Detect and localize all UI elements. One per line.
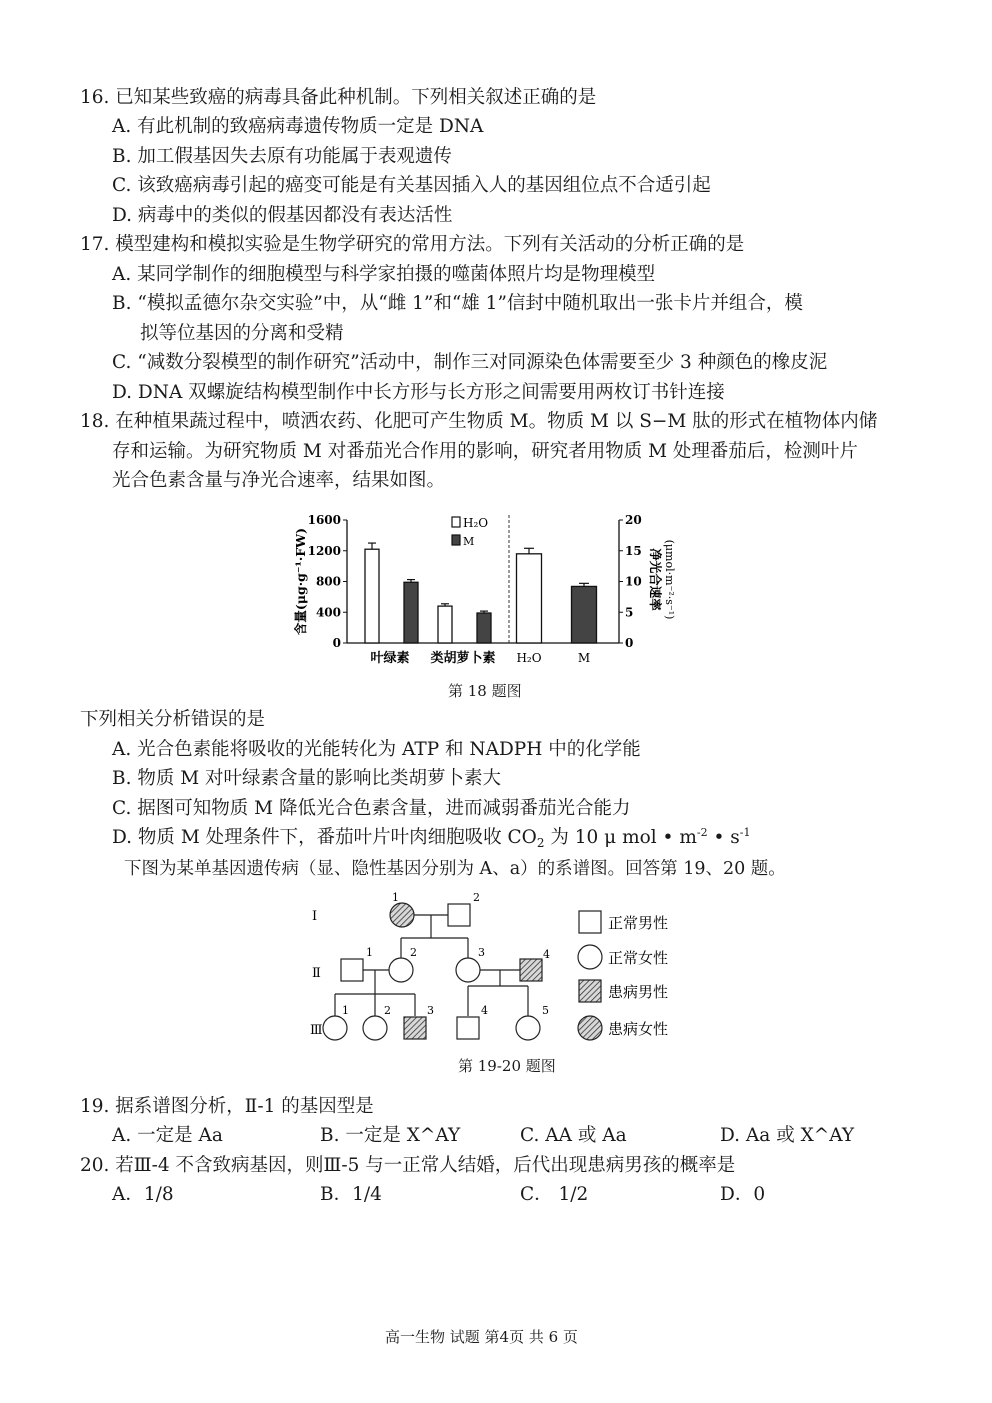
right-y-tick-label: 0 — [625, 636, 634, 650]
left-y-axis-label: 含量(μg·g⁻¹·FW) — [293, 527, 308, 636]
legend-label-normal-male: 正常男性 — [608, 914, 669, 932]
left-y-tick-label: 1600 — [307, 513, 341, 527]
individual-III-5 — [516, 1016, 540, 1040]
q19-options — [0, 1124, 992, 1148]
pedigree-number: 5 — [542, 1004, 549, 1017]
q16-stem: 16. 已知某些致癌的病毒具备此种机制。下列相关叙述正确的是 — [80, 87, 597, 108]
legend-label-h2o: H₂O — [463, 516, 489, 530]
q19-option-a: A. 一定是 Aa — [112, 1125, 223, 1146]
generation-label: Ⅱ — [312, 966, 321, 981]
bar-h2o — [365, 549, 379, 643]
q18-option-c: C. 据图可知物质 M 降低光合色素含量，进而减弱番茄光合能力 — [112, 798, 631, 819]
legend-affected-male — [579, 980, 601, 1002]
pedigree-caption: 第 19-20 题图 — [458, 1057, 556, 1075]
generation-label: Ⅲ — [310, 1023, 323, 1038]
q19-option-c: C. AA 或 Aa — [520, 1125, 627, 1146]
q18-figure-caption: 第 18 题图 — [448, 682, 522, 700]
individual-III-2 — [363, 1016, 387, 1040]
bar-rate-m — [572, 586, 597, 643]
left-y-tick-label: 400 — [315, 605, 341, 620]
q17-stem: 17. 模型建构和模拟实验是生物学研究的常用方法。下列有关活动的分析正确的是 — [80, 234, 745, 255]
right-y-tick-label: 20 — [625, 513, 642, 527]
individual-II-3 — [456, 958, 480, 982]
pedigree-number: 2 — [384, 1004, 391, 1017]
left-y-tick-label: 800 — [315, 574, 341, 589]
bar-rate-h2o — [517, 554, 542, 643]
page-footer: 高一生物 试题 第4页 共 6 页 — [385, 1328, 578, 1346]
individual-II-1 — [341, 959, 363, 981]
q16-option-a: A. 有此机制的致癌病毒遗传物质一定是 DNA — [112, 116, 484, 137]
individual-I-2 — [448, 904, 470, 926]
pedigree-number: 1 — [342, 1004, 349, 1017]
q20-stem: 20. 若Ⅲ-4 不含致病基因，则Ⅲ-5 与一正常人结婚，后代出现患病男孩的概率是 — [80, 1155, 736, 1176]
q18-chart — [282, 505, 702, 675]
q17-option-b: B. “模拟孟德尔杂交实验”中，从“雌 1”和“雄 1”信封中随机取出一张卡片并组合，模 — [112, 293, 803, 314]
individual-I-1 — [390, 903, 414, 927]
bar-h2o — [438, 606, 452, 643]
legend-swatch-m — [452, 535, 460, 545]
pedigree-number: 4 — [543, 948, 550, 961]
q19-stem: 19. 据系谱图分析，Ⅱ-1 的基因型是 — [80, 1096, 374, 1117]
q20-option-b: B．1/4 — [320, 1184, 382, 1205]
left-y-tick-label: 0 — [332, 636, 341, 650]
q20-option-c: C． 1/2 — [520, 1184, 589, 1205]
x-category-label: H₂O — [516, 651, 542, 665]
q18-option-d: D. 物质 M 处理条件下，番茄叶片叶肉细胞吸收 $CO_2$ 为 10 μ mol • $m^{-2}$ • $s^{-1}$ — [112, 826, 751, 850]
individual-II-4 — [520, 959, 542, 981]
individual-III-4 — [457, 1017, 479, 1039]
bar-m — [404, 582, 418, 643]
q16-option-b: B. 加工假基因失去原有功能属于表观遗传 — [112, 146, 452, 167]
pedigree-number: 1 — [392, 891, 399, 904]
legend-normal-female — [578, 945, 602, 969]
pedigree-number: 2 — [473, 891, 480, 904]
pedigree-number: 2 — [410, 946, 417, 959]
q20-options — [0, 1183, 992, 1207]
q16-option-c: C. 该致癌病毒引起的癌变可能是有关基因插入人的基因组位点不合适引起 — [112, 175, 711, 196]
q16-option-d: D. 病毒中的类似的假基因都没有表达活性 — [112, 205, 453, 226]
q17-option-a: A. 某同学制作的细胞模型与科学家拍摄的噬菌体照片均是物理模型 — [112, 264, 656, 285]
q19-option-d: D. Aa 或 X^AY — [720, 1125, 855, 1146]
pedigree-number: 4 — [481, 1004, 488, 1017]
right-y-tick-label: 5 — [625, 605, 634, 620]
q17-option-c: C. “减数分裂模型的制作研究”活动中，制作三对同源染色体需要至少 3 种颜色的橡皮泥 — [112, 352, 828, 373]
q17-option-b-cont: 拟等位基因的分离和受精 — [140, 323, 344, 344]
pedigree-number: 3 — [427, 1004, 434, 1017]
bar-m — [477, 613, 491, 643]
x-category-label: 类胡萝卜素 — [430, 651, 496, 666]
right-y-axis-unit: (μmol·m⁻²·s⁻¹) — [663, 539, 676, 620]
x-category-label: M — [577, 651, 591, 665]
legend-label-affected-female: 患病女性 — [608, 1020, 669, 1038]
individual-III-1 — [323, 1016, 347, 1040]
legend-label-normal-female: 正常女性 — [608, 949, 669, 967]
q18-stem-line1: 18. 在种植果蔬过程中，喷洒农药、化肥可产生物质 M。物质 M 以 S−M 肽的形式在植物体内储 — [80, 411, 878, 432]
legend-label-m: M — [463, 535, 475, 548]
pedigree-diagram — [300, 890, 720, 1050]
q19-option-b: B. 一定是 X^AY — [320, 1125, 461, 1146]
pedigree-number: 3 — [478, 946, 485, 959]
q17-option-d: D. DNA 双螺旋结构模型制作中长方形与长方形之间需要用两枚订书针连接 — [112, 382, 725, 403]
pedigree-intro: 下图为某单基因遗传病（显、隐性基因分别为 A、a）的系谱图。回答第 19、20 题。 — [124, 859, 786, 879]
right-y-tick-label: 10 — [625, 574, 642, 589]
legend-swatch-h2o — [452, 517, 460, 527]
individual-III-3 — [404, 1017, 426, 1039]
q20-option-d: D．0 — [720, 1184, 766, 1205]
right-y-tick-label: 15 — [625, 543, 642, 558]
right-y-axis-label: 净光合速率 — [648, 548, 663, 611]
legend-label-affected-male: 患病男性 — [608, 983, 669, 1001]
q20-option-a: A．1/8 — [112, 1184, 174, 1205]
q18-option-a: A. 光合色素能将吸收的光能转化为 ATP 和 NADPH 中的化学能 — [112, 739, 641, 760]
legend-affected-female — [578, 1016, 602, 1040]
q18-option-b: B. 物质 M 对叶绿素含量的影响比类胡萝卜素大 — [112, 768, 502, 789]
legend-normal-male — [579, 911, 601, 933]
q18-ask: 下列相关分析错误的是 — [80, 709, 266, 730]
x-category-label: 叶绿素 — [370, 651, 410, 666]
q18-stem-line2: 存和运输。为研究物质 M 对番茄光合作用的影响，研究者用物质 M 处理番茄后，检测叶片 — [112, 441, 858, 462]
q18-stem-line3: 光合色素含量与净光合速率，结果如图。 — [112, 470, 446, 491]
generation-label: Ⅰ — [312, 909, 318, 924]
individual-II-2 — [389, 958, 413, 982]
pedigree-number: 1 — [366, 946, 373, 959]
left-y-tick-label: 1200 — [307, 543, 341, 558]
